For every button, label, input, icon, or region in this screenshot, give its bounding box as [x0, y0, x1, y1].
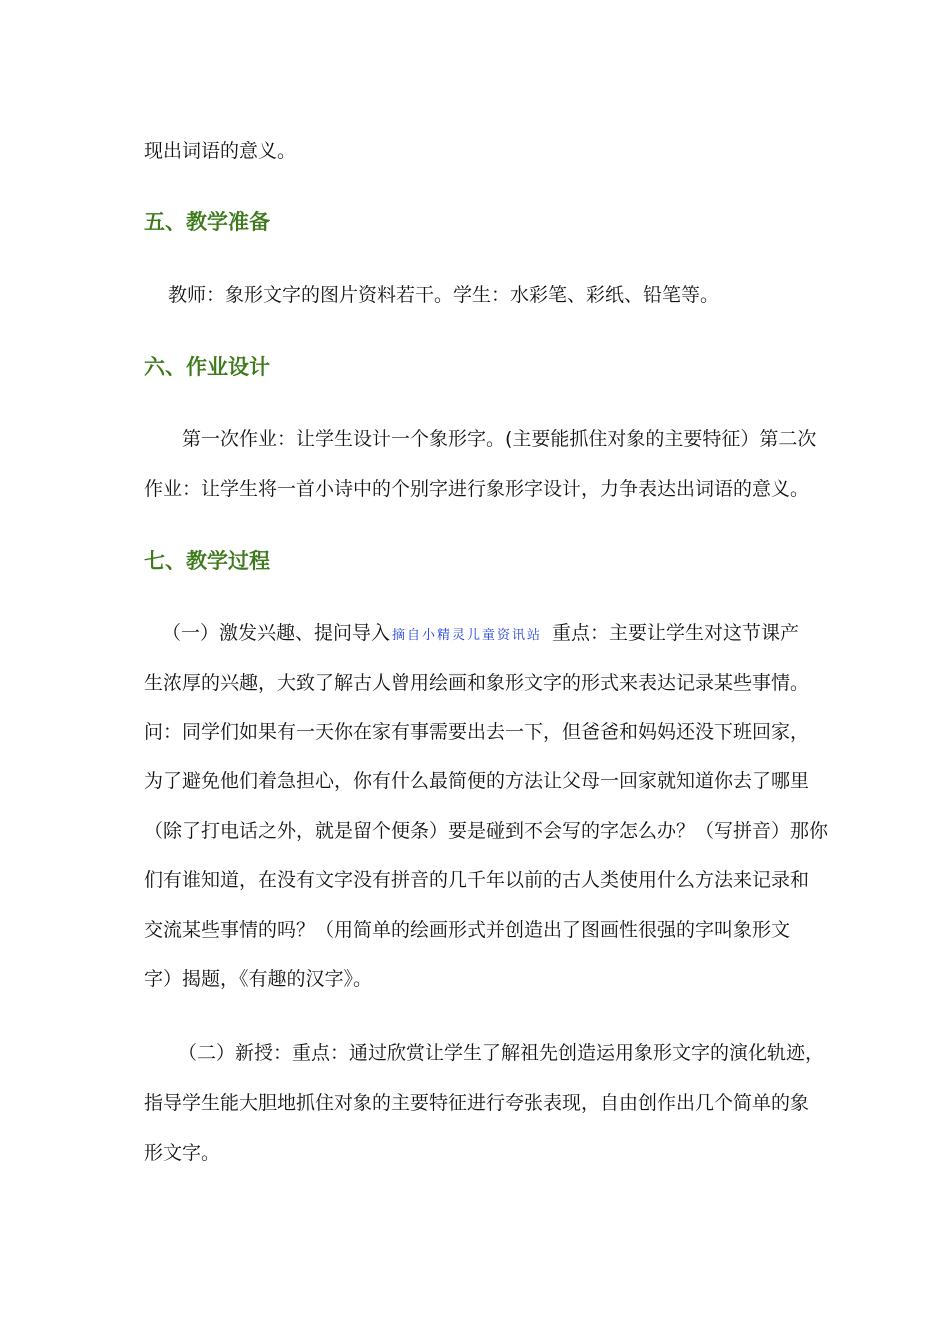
paragraph-line: 生浓厚的兴趣，大致了解古人曾用绘画和象形文字的形式来表达记录某些事情。 — [144, 672, 810, 694]
paragraph-line: 交流某些事情的吗？（用简单的绘画形式并创造出了图画性很强的字叫象形文 — [144, 919, 791, 941]
section-heading-6: 六、作业设计 — [144, 355, 270, 379]
paragraph-line: 指导学生能大胆地抓住对象的主要特征进行夸张表现，自由创作出几个简单的象 — [144, 1092, 810, 1114]
paragraph-line: 现出词语的意义。 — [144, 140, 297, 162]
paragraph-line: （除了打电话之外，就是留个便条）要是碰到不会写的字怎么办？（写拼音）那你 — [144, 820, 829, 842]
source-watermark: 摘自小精灵儿童资讯站 — [392, 628, 543, 643]
section-heading-7: 七、教学过程 — [144, 549, 270, 573]
paragraph-line: 形文字。 — [144, 1142, 221, 1164]
section-heading-5: 五、教学准备 — [144, 210, 270, 234]
paragraph-line: 为了避免他们着急担心，你有什么最简便的方法让父母一回家就知道你去了哪里 — [144, 770, 810, 792]
paragraph-line — [162, 620, 799, 649]
paragraph-line: （二）新授：重点：通过欣赏让学生了解祖先创造运用象形文字的演化轨迹， — [178, 1042, 825, 1064]
paragraph-line: 第一次作业：让学生设计一个象形字。(主要能抓住对象的主要特征）第二次 — [182, 428, 817, 450]
paragraph-line: 作业：让学生将一首小诗中的个别字进行象形字设计，力争表达出词语的意义。 — [144, 478, 810, 500]
paragraph-line: 问：同学们如果有一天你在家有事需要出去一下，但爸爸和妈妈还没下班回家， — [144, 721, 810, 743]
emphasis-text: 重点：主要让学生对这节课产 — [552, 622, 800, 644]
subsection-title: （一）激发兴趣、提问导入 — [162, 622, 391, 644]
paragraph-line: 教师：象形文字的图片资料若干。学生：水彩笔、彩纸、铅笔等。 — [168, 284, 720, 306]
paragraph-line: 字）揭题，《有趣的汉字》。 — [144, 968, 373, 990]
paragraph-line: 们有谁知道，在没有文字没有拼音的几千年以前的古人类使用什么方法来记录和 — [144, 869, 810, 891]
